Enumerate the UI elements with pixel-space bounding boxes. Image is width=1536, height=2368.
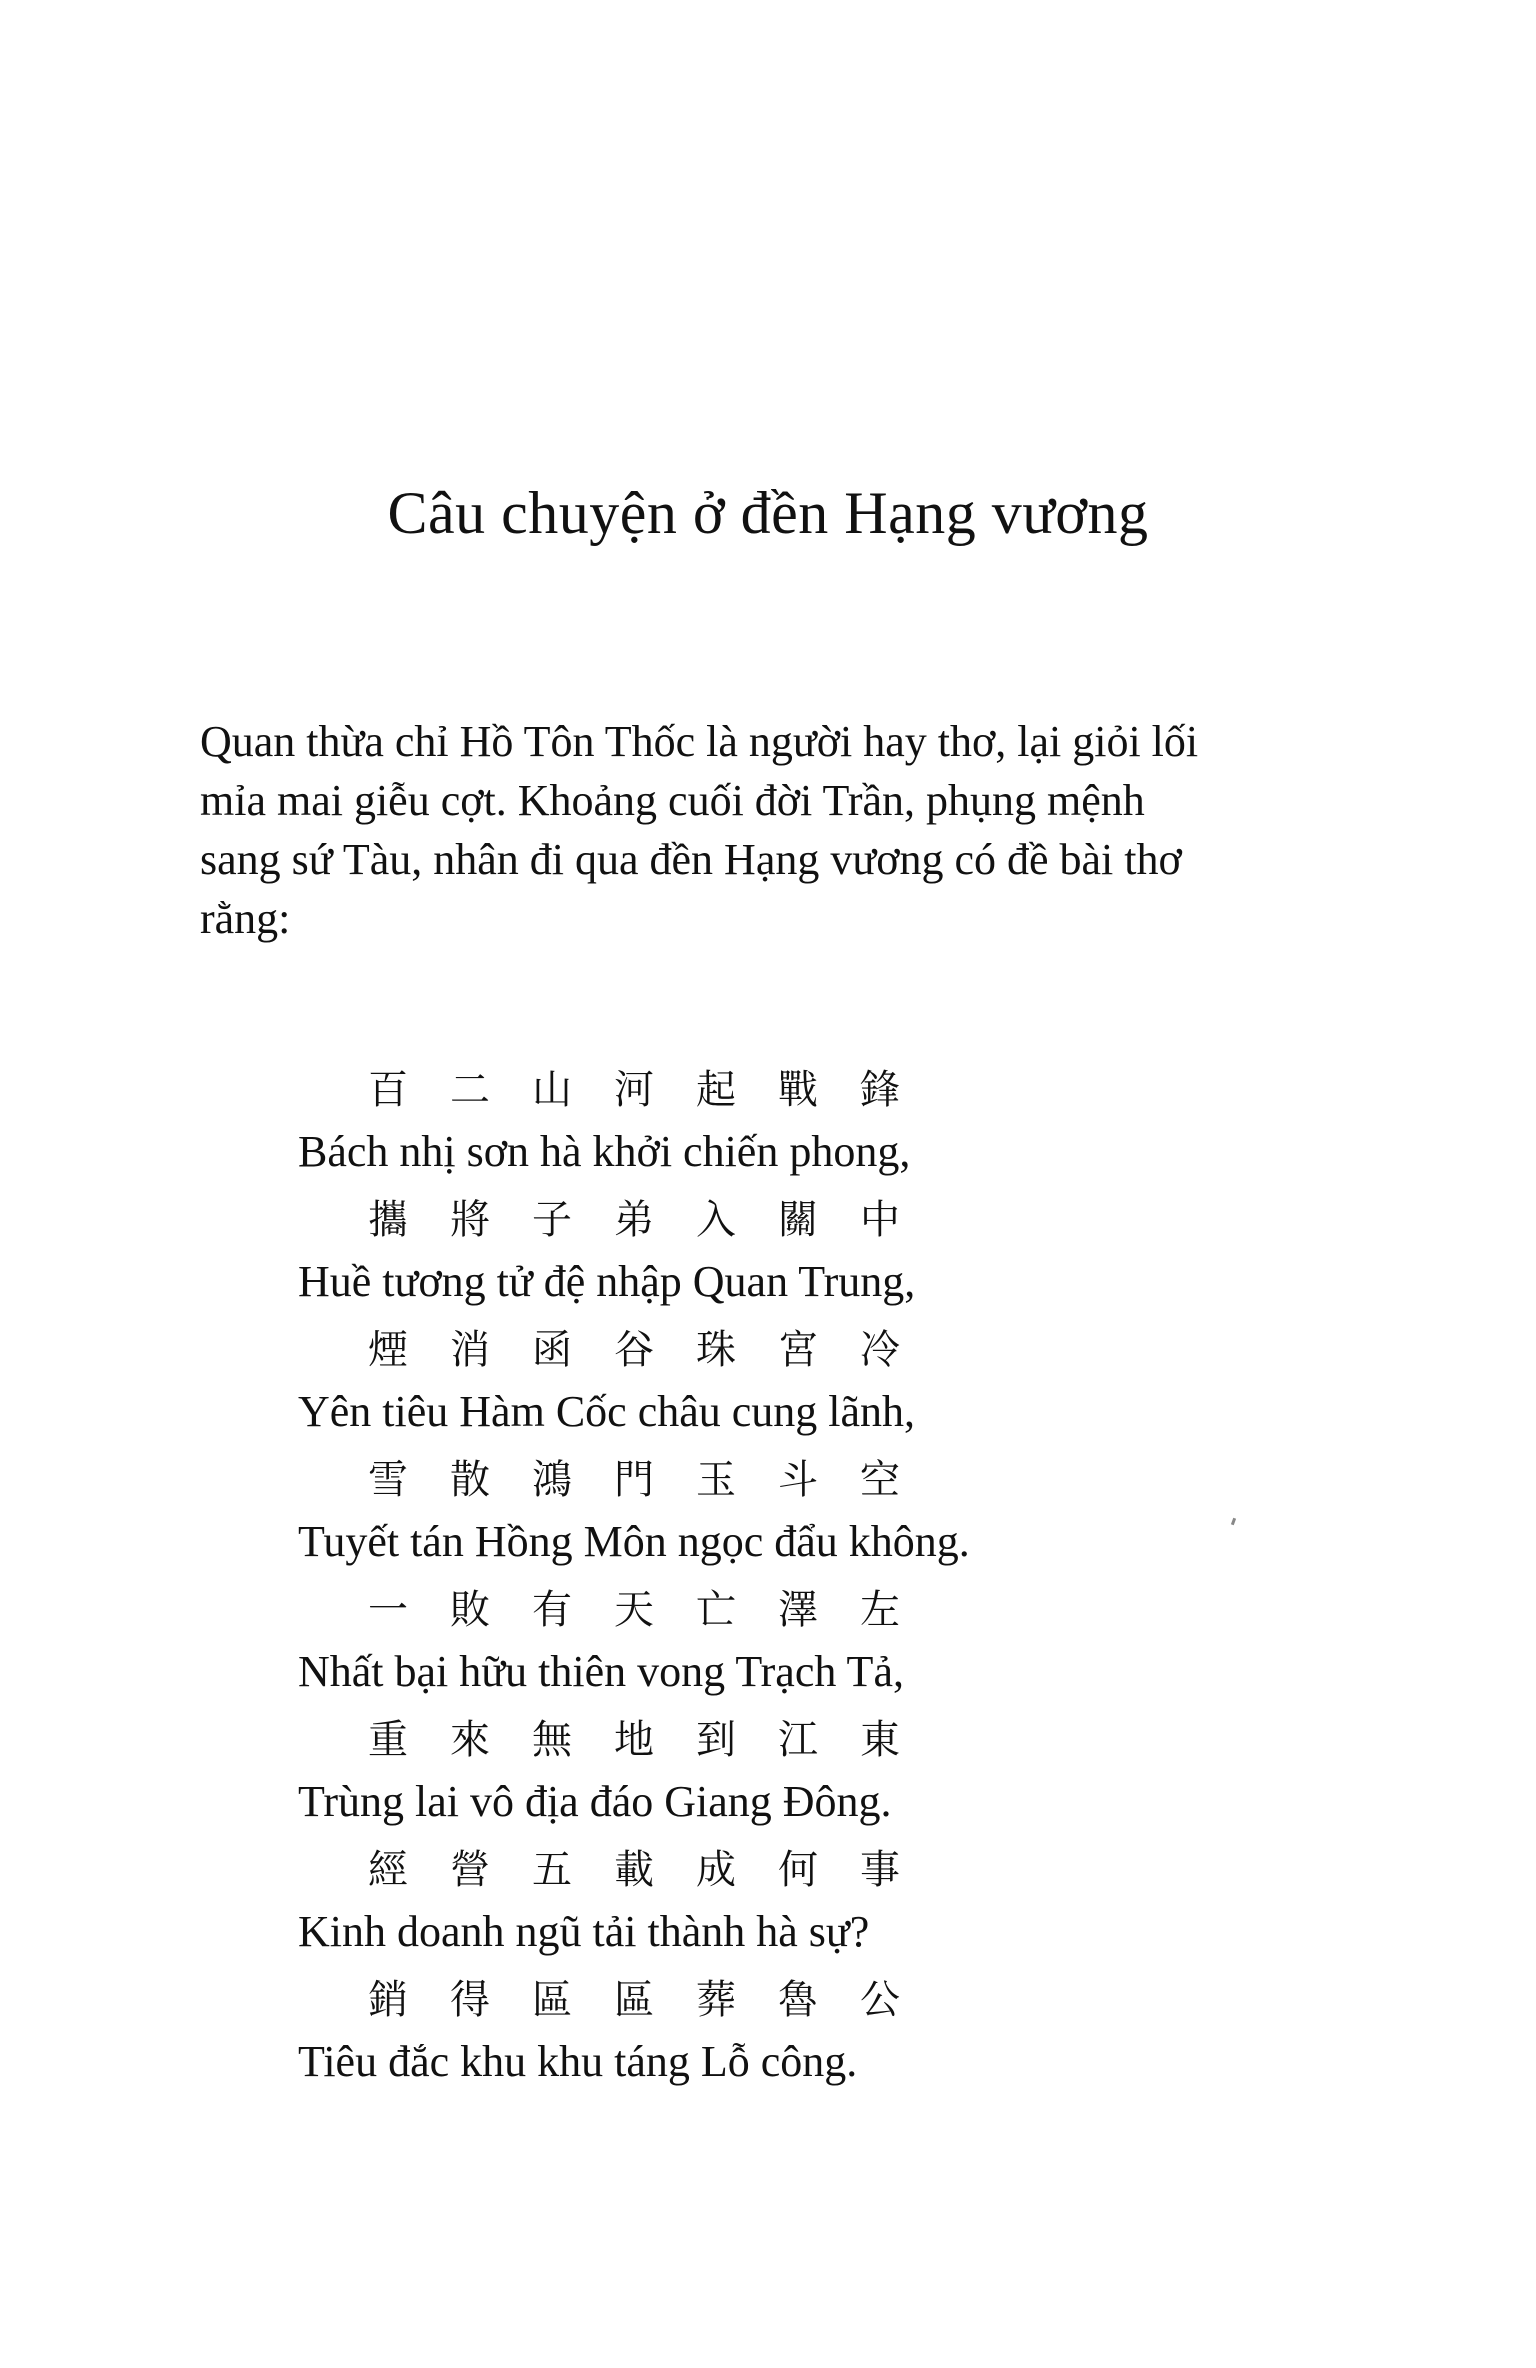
poem-line-transliteration: Trùng lai vô địa đáo Giang Đông. (298, 1777, 892, 1826)
poem-line-han: 煙消函谷珠宮冷 (368, 1327, 942, 1373)
poem-line-han: 重來無地到江東 (368, 1717, 942, 1763)
intro-line: mỉa mai giễu cợt. Khoảng cuối đời Trần, phụng mệnh (200, 776, 1145, 825)
poem-line-transliteration: Kinh doanh ngũ tải thành hà sự? (298, 1907, 870, 1956)
poem-line-han: 雪散鴻門玉斗空 (368, 1457, 942, 1503)
intro-paragraph (200, 712, 1370, 948)
intro-line: rằng: (200, 894, 291, 943)
poem-line-han: 銷得區區葬魯公 (368, 1977, 942, 2023)
poem-line-transliteration: Bách nhị sơn hà khởi chiến phong, (298, 1127, 911, 1176)
poem-line-transliteration: Nhất bại hữu thiên vong Trạch Tả, (298, 1647, 904, 1696)
poem-line-transliteration: Tuyết tán Hồng Môn ngọc đẩu không. (298, 1517, 970, 1566)
poem-line-han: 一敗有天亡澤左 (368, 1587, 942, 1633)
intro-line: sang sứ Tàu, nhân đi qua đền Hạng vương có đề bài thơ (200, 835, 1182, 884)
poem-line-han: 經營五載成何事 (368, 1847, 942, 1893)
scan-speck (1231, 1518, 1236, 1526)
poem-line-transliteration: Tiêu đắc khu khu táng Lỗ công. (298, 2037, 858, 2086)
intro-line: Quan thừa chỉ Hồ Tôn Thốc là người hay thơ, lại giỏi lối (200, 717, 1199, 766)
poem-line-transliteration: Huề tương tử đệ nhập Quan Trung, (298, 1257, 916, 1306)
poem-line-han: 攜將子弟入關中 (368, 1197, 942, 1243)
poem-line-han: 百二山河起戰鋒 (368, 1067, 942, 1113)
poem-line-transliteration: Yên tiêu Hàm Cốc châu cung lãnh, (298, 1387, 916, 1436)
chapter-title: Câu chuyện ở đền Hạng vương (387, 480, 1149, 546)
